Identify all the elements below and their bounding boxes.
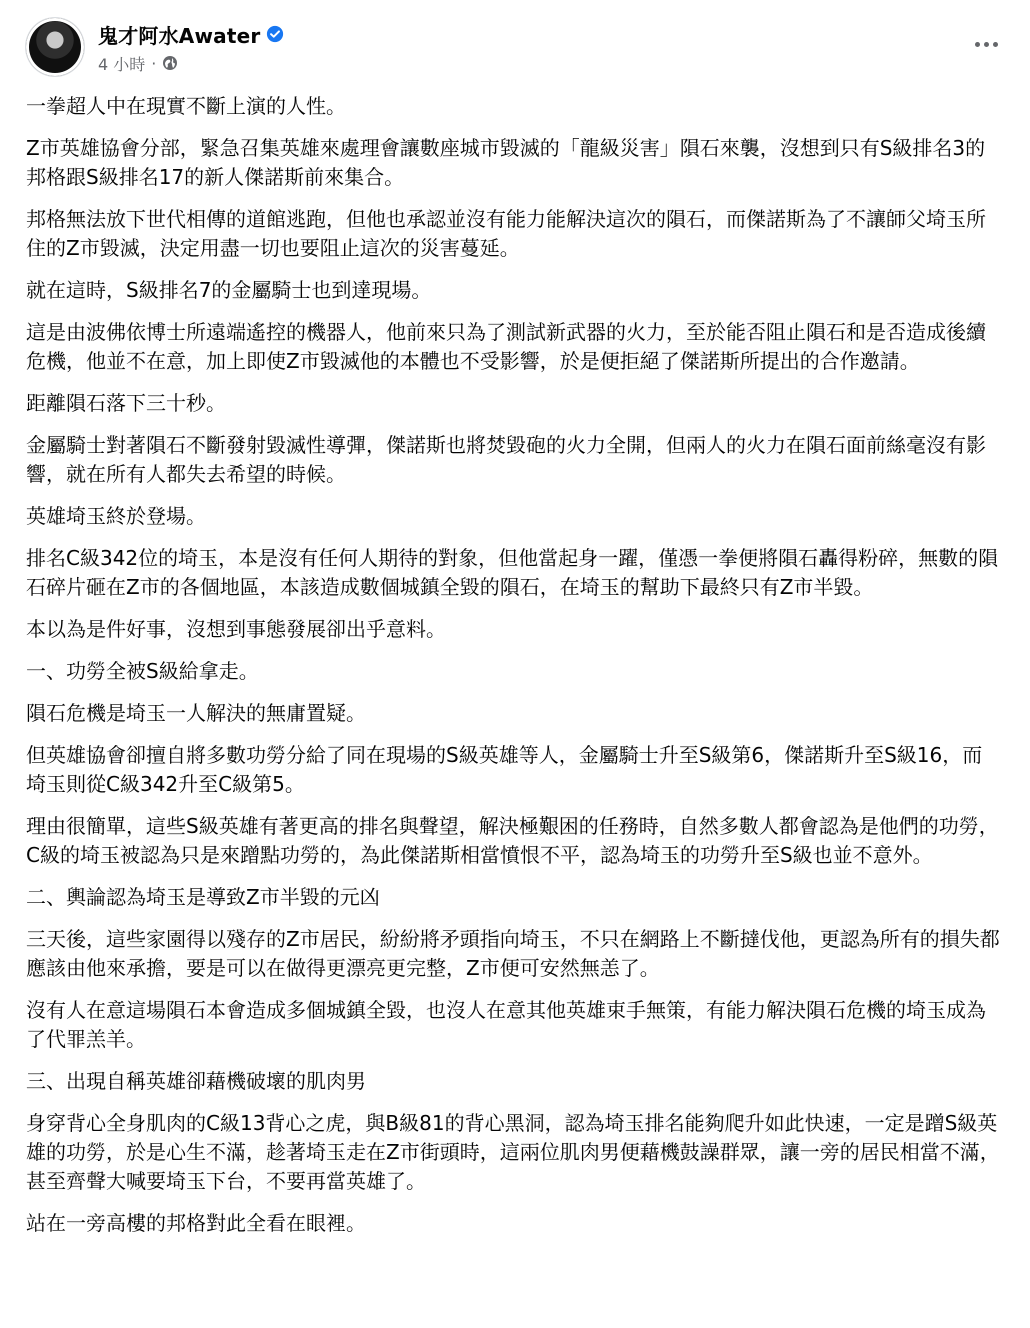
author-name[interactable]: 鬼才阿水Awater	[98, 23, 261, 48]
post-paragraph: Z市英雄協會分部，緊急召集英雄來處理會讓數座城市毀滅的「龍級災害」隕石來襲，沒想到只有S級排名3的邦格跟S級排名17的新人傑諾斯前來集合。	[26, 136, 986, 189]
author-row	[98, 20, 284, 48]
post-paragraph: 本以為是件好事，沒想到事態發展卻出乎意料。	[26, 617, 446, 641]
author-avatar[interactable]	[26, 18, 84, 76]
post-paragraph: 這是由波佛依博士所遠端遙控的機器人，他前來只為了測試新武器的火力，至於能否阻止隕石和是否造成後續危機，他並不在意，加上即使Z市毀滅他的本體也不受影響，於是便拒絕了傑諾斯所提出的合作邀請。	[26, 320, 986, 373]
post-paragraph: 沒有人在意這場隕石本會造成多個城鎮全毀，也沒人在意其他英雄束手無策，有能力解決隕石危機的埼玉成為了代罪羔羊。	[26, 998, 986, 1051]
globe-icon[interactable]	[162, 55, 178, 71]
post-paragraph: 距離隕石落下三十秒。	[26, 391, 226, 415]
post-paragraph: 金屬騎士對著隕石不斷發射毀滅性導彈，傑諾斯也將焚毀砲的火力全開，但兩人的火力在隕石面前絲毫沒有影響，就在所有人都失去希望的時候。	[26, 433, 986, 486]
post-paragraph: 邦格無法放下世代相傳的道館逃跑，但他也承認並沒有能力能解決這次的隕石，而傑諾斯為了不讓師父埼玉所住的Z市毀滅，決定用盡一切也要阻止這次的災害蔓延。	[26, 207, 986, 260]
post-paragraph: 排名C級342位的埼玉，本是沒有任何人期待的對象，但他當起身一躍，僅憑一拳便將隕石轟得粉碎，無數的隕石碎片砸在Z市的各個地區，本該造成數個城鎮全毀的隕石，在埼玉的幫助下最終只有Z市半毀。	[26, 546, 999, 599]
post-paragraph: 三天後，這些家園得以殘存的Z市居民，紛紛將矛頭指向埼玉，不只在網路上不斷撻伐他，更認為所有的損失都應該由他來承擔，要是可以在做得更漂亮更完整，Z市便可安然無恙了。	[26, 927, 1000, 980]
post-paragraph: 就在這時，S級排名7的金屬騎士也到達現場。	[26, 278, 432, 302]
post-paragraph: 二、輿論認為埼玉是導致Z市半毀的元凶	[26, 885, 380, 909]
post-paragraph: 一拳超人中在現實不斷上演的人性。	[26, 94, 346, 118]
more-options-icon	[975, 42, 980, 47]
post-paragraph: 理由很簡單，這些S級英雄有著更高的排名與聲望，解決極艱困的任務時，自然多數人都會認為是他們的功勞，C級的埼玉被認為只是來蹭點功勞的，為此傑諾斯相當憤恨不平，認為埼玉的功勞升至S級也並不意外。	[26, 814, 999, 867]
post-paragraph: 身穿背心全身肌肉的C級13背心之虎，與B級81的背心黑洞，認為埼玉排名能夠爬升如此快速，一定是蹭S級英雄的功勞，於是心生不滿，趁著埼玉走在Z市街頭時，這兩位肌肉男便藉機鼓譟群眾，讓一旁的居民相當不滿，甚至齊聲大喊要埼玉下台，不要再當英雄了。	[26, 1111, 1000, 1193]
verified-badge-icon	[266, 25, 284, 43]
post-paragraph: 站在一旁高樓的邦格對此全看在眼裡。	[26, 1211, 366, 1235]
separator-dot: ·	[151, 53, 157, 73]
post-paragraph: 一、功勞全被S級給拿走。	[26, 659, 259, 683]
post-timestamp[interactable]: 4 小時	[98, 54, 146, 74]
more-options-button[interactable]	[966, 32, 1006, 56]
post-meta	[98, 52, 178, 74]
post-body	[26, 92, 1002, 1251]
post-header	[26, 18, 1006, 80]
post-paragraph: 隕石危機是埼玉一人解決的無庸置疑。	[26, 701, 366, 725]
post-paragraph: 但英雄協會卻擅自將多數功勞分給了同在現場的S級英雄等人，金屬騎士升至S級第6，傑諾斯升至S級16，而埼玉則從C級342升至C級第5。	[26, 743, 983, 796]
post-paragraph: 英雄埼玉終於登場。	[26, 504, 206, 528]
post-paragraph: 三、出現自稱英雄卻藉機破壞的肌肉男	[26, 1069, 366, 1093]
